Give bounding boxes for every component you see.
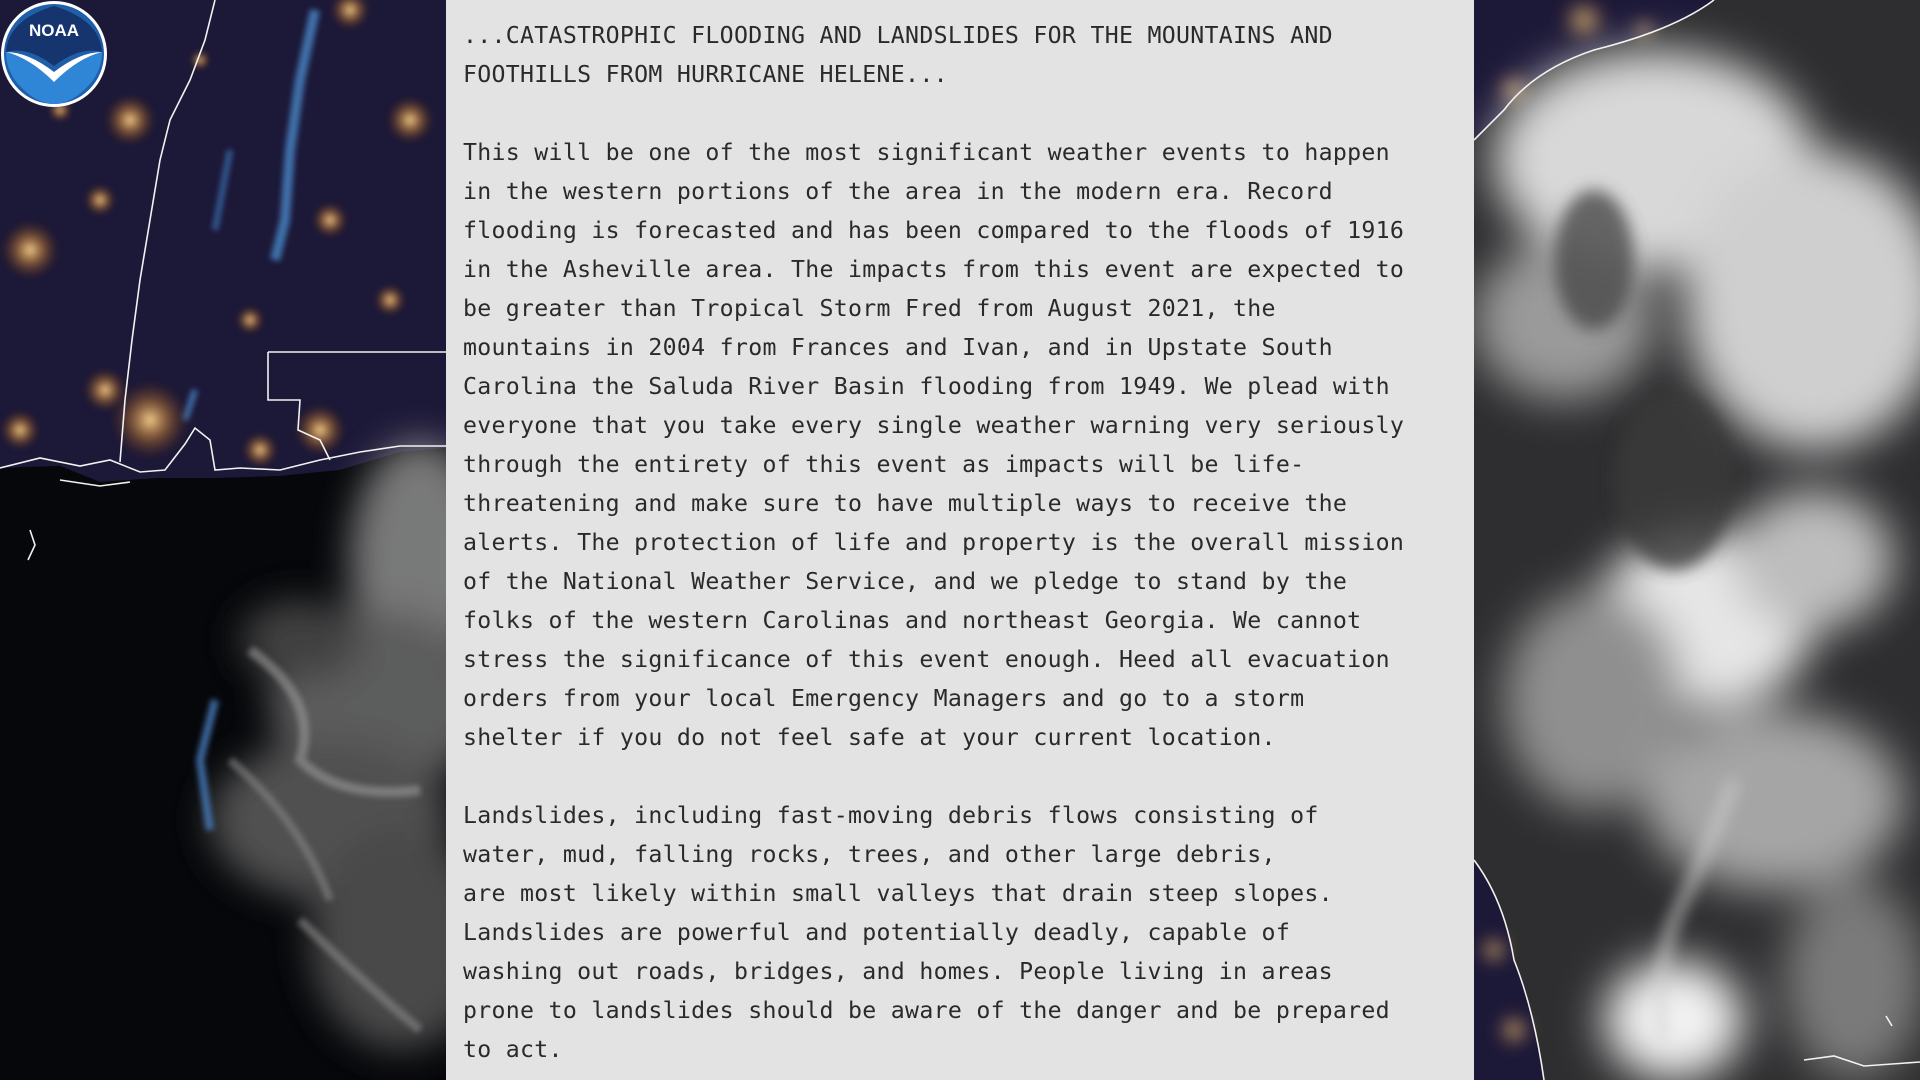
satellite-image-left [0, 0, 446, 1080]
paragraph-line: alerts. The protection of life and property is the overall mission [463, 529, 1405, 556]
paragraph-gap [463, 94, 1458, 133]
paragraph-line: water, mud, falling rocks, trees, and other large debris, [463, 841, 1276, 868]
satellite-image-right [1474, 0, 1920, 1080]
paragraph-line: washing out roads, bridges, and homes. People living in areas [463, 958, 1333, 985]
statement-headline [463, 16, 1458, 94]
paragraph-line: through the entirety of this event as impacts will be life- [463, 451, 1305, 478]
paragraph-line: Landslides are powerful and potentially deadly, capable of [463, 919, 1291, 946]
paragraph-line: threatening and make sure to have multiple ways to receive the [463, 490, 1348, 517]
paragraph-line: mountains in 2004 from Frances and Ivan, and in Upstate South [463, 334, 1333, 361]
noaa-logo-text: NOAA [28, 21, 80, 40]
paragraph-line: Carolina the Saluda River Basin flooding from 1949. We plead with [463, 373, 1390, 400]
paragraph-line: in the western portions of the area in the modern era. Record [463, 178, 1333, 205]
paragraph-line: be greater than Tropical Storm Fred from August 2021, the [463, 295, 1276, 322]
paragraph-line: This will be one of the most significant weather events to happen [463, 139, 1390, 166]
forecast-statement-panel [446, 0, 1474, 1080]
paragraph-line: shelter if you do not feel safe at your current location. [463, 724, 1276, 751]
paragraph-line: are most likely within small valleys that drain steep slopes. [463, 880, 1333, 907]
noaa-logo [0, 0, 108, 108]
paragraph-line: folks of the western Carolinas and northeast Georgia. We cannot [463, 607, 1362, 634]
statement-paragraph-landslides [463, 796, 1458, 1069]
paragraph-line: prone to landslides should be aware of the danger and be prepared [463, 997, 1390, 1024]
paragraph-gap [463, 757, 1458, 796]
paragraph-line: Landslides, including fast-moving debris flows consisting of [463, 802, 1319, 829]
paragraph-line: everyone that you take every single weather warning very seriously [463, 412, 1405, 439]
paragraph-line: orders from your local Emergency Managers and go to a storm [463, 685, 1305, 712]
paragraph-line: of the National Weather Service, and we pledge to stand by the [463, 568, 1348, 595]
statement-paragraph-impacts [463, 133, 1458, 757]
paragraph-line: in the Asheville area. The impacts from this event are expected to [463, 256, 1405, 283]
headline-line: ...CATASTROPHIC FLOODING AND LANDSLIDES FOR THE MOUNTAINS AND [463, 22, 1333, 49]
paragraph-line: to act. [463, 1036, 563, 1063]
paragraph-line: flooding is forecasted and has been compared to the floods of 1916 [463, 217, 1405, 244]
headline-line: FOOTHILLS FROM HURRICANE HELENE... [463, 61, 948, 88]
paragraph-line: stress the significance of this event enough. Heed all evacuation [463, 646, 1390, 673]
